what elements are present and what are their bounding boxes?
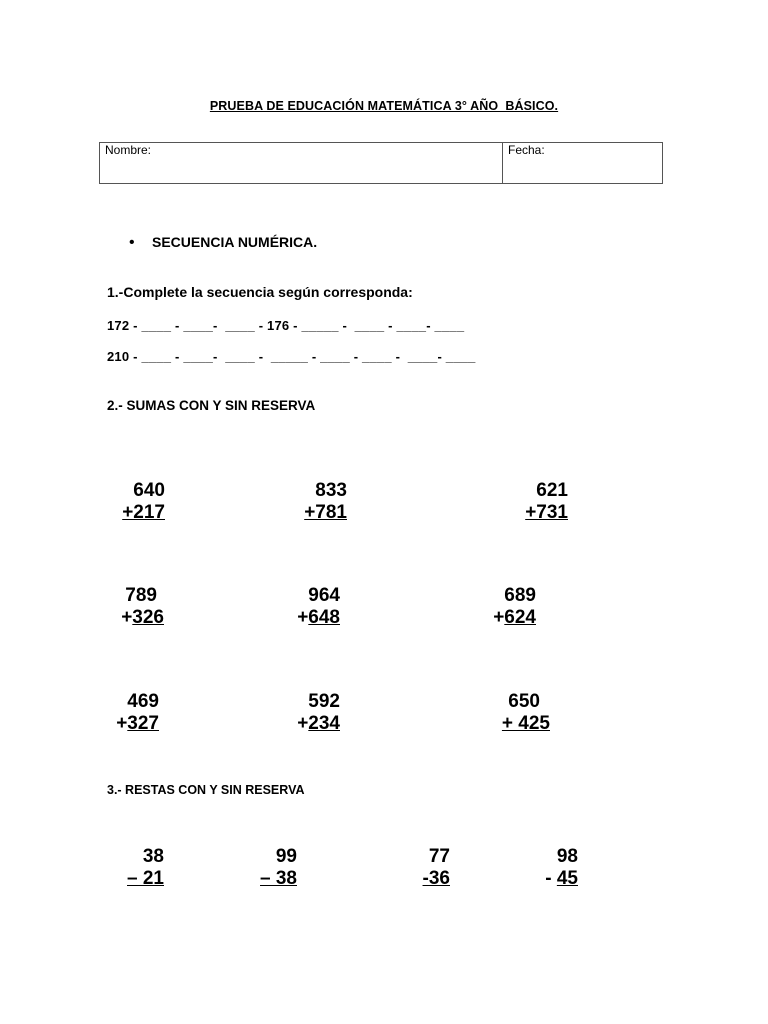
plus-sign: + [116,713,128,734]
addend-top: 592 [308,691,340,712]
subtraction-problem [247,846,297,890]
addend-top: 640 [133,480,165,501]
minus-sign: - [545,868,557,889]
student-info-table [99,142,663,184]
addend-top: 469 [127,691,159,712]
page-title: PRUEBA DE EDUCACIÓN MATEMÁTICA 3° AÑO BÁSICO. [209,99,559,113]
addition-problem [104,691,159,735]
table-divider [502,143,503,183]
minuend: 38 [142,846,164,867]
plus-sign: + [493,607,505,628]
addend-top: 789 [125,585,157,606]
addend-bottom: 624 [504,607,536,628]
plus-sign: + [297,607,309,628]
addend-bottom: +731 [525,502,568,523]
addend-top: 964 [308,585,340,606]
q2-heading: 2.- SUMAS CON Y SIN RESERVA [107,398,316,413]
addition-problem [513,480,568,524]
subtraction-problem [530,846,578,890]
addend-top: 621 [536,480,568,501]
bullet-icon: • [129,234,135,251]
addition-problem [110,480,165,524]
addition-problem [481,585,536,629]
addition-problem [285,691,340,735]
addend-bottom: 234 [308,713,340,734]
addend-bottom: +217 [122,502,165,523]
q3-heading: 3.- RESTAS CON Y SIN RESERVA [107,783,305,797]
subtraction-problem [405,846,450,890]
subtrahend: – 21 [127,868,164,889]
addition-problem [285,585,340,629]
addend-top: 833 [315,480,347,501]
section-sequence-heading: SECUENCIA NUMÉRICA. [152,234,318,250]
subtrahend: 45 [556,868,578,889]
name-label: Nombre: [105,143,152,157]
sequence-line-2: 210 - ____ - ____- ____ - _____ - ____ - ____ - ____- ____ [107,349,476,364]
addend-top: 650 [508,691,540,712]
addend-top: 689 [504,585,536,606]
plus-sign: + [121,607,133,628]
addend-bottom: +781 [304,502,347,523]
date-label: Fecha: [508,143,545,157]
q1-prompt: 1.-Complete la secuencia según corresponda: [107,284,413,300]
addend-bottom: 327 [127,713,159,734]
minuend: 98 [556,846,578,867]
subtraction-problem [109,846,164,890]
plus-sign: + [297,713,309,734]
addition-problem [104,585,164,629]
subtrahend: -36 [422,868,450,889]
subtrahend: – 38 [260,868,297,889]
addition-problem [484,691,550,735]
addition-problem [292,480,347,524]
minuend: 77 [428,846,450,867]
sequence-line-1: 172 - ____ - ____- ____ - 176 - _____ - ____ - ____- ____ [107,318,465,333]
addend-bottom: 648 [308,607,340,628]
minuend: 99 [275,846,297,867]
addend-bottom: + 425 [501,713,550,734]
addend-bottom: 326 [132,607,164,628]
